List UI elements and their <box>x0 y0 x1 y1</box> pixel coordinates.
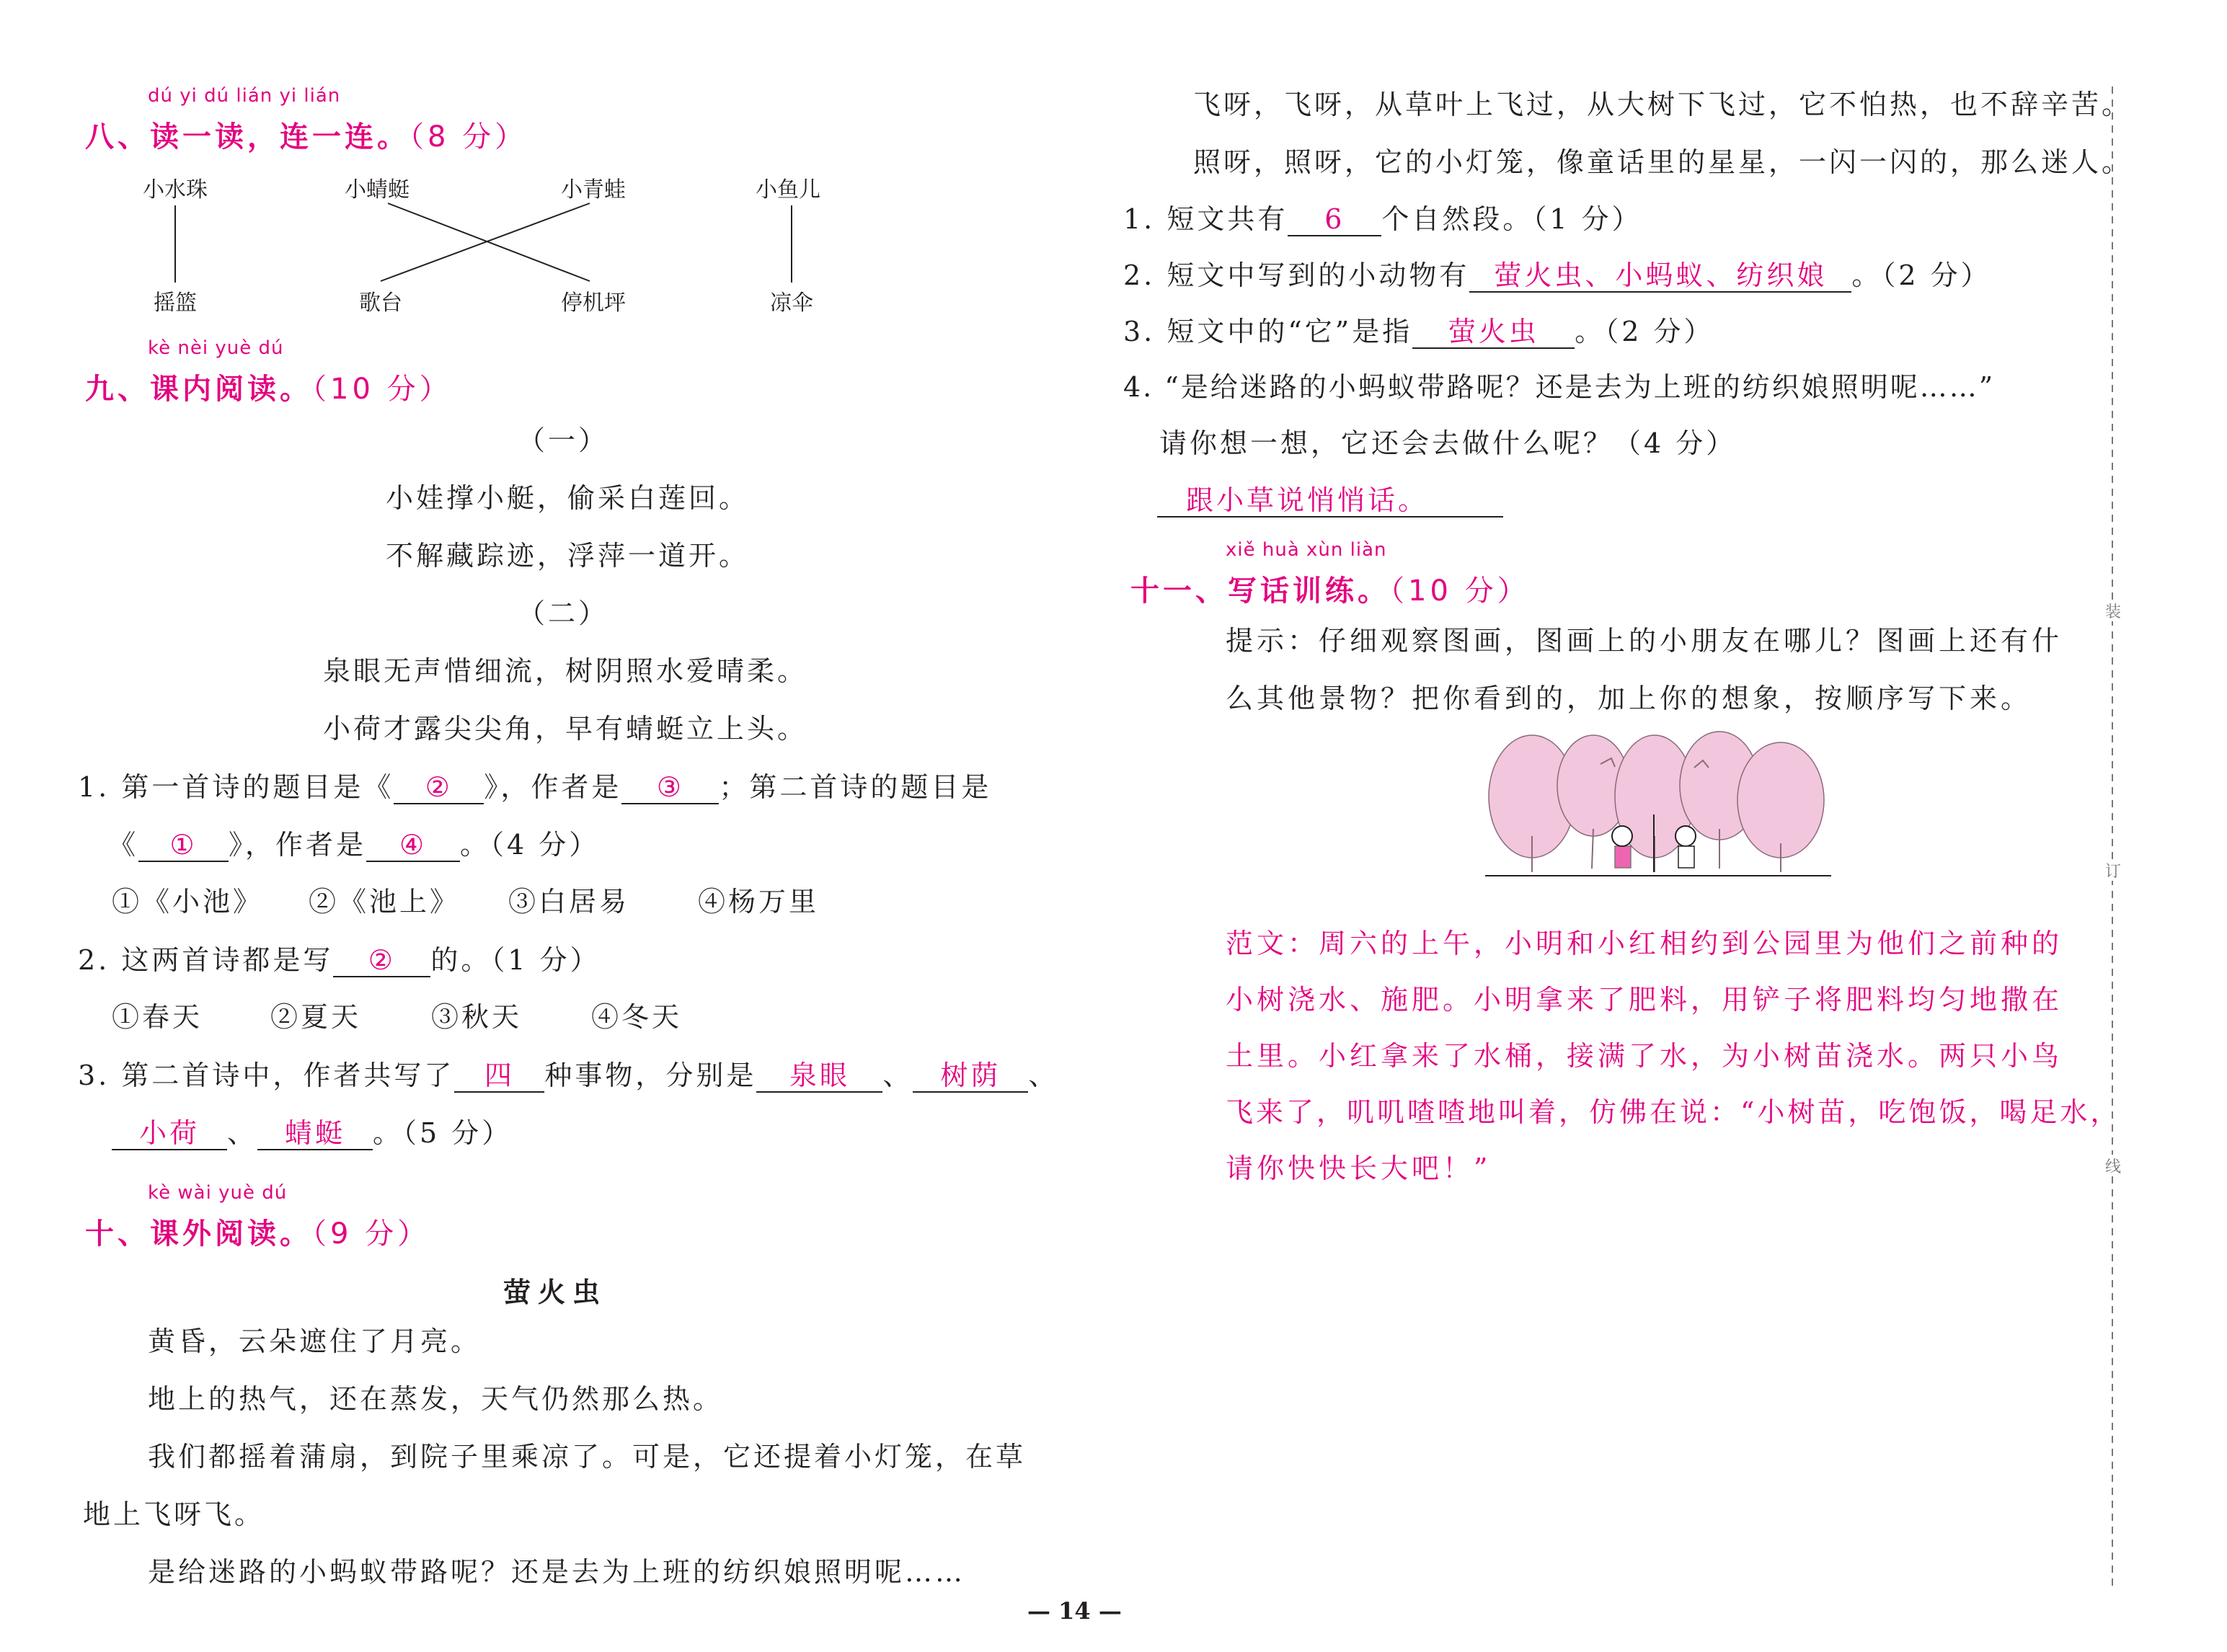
s10-heading <box>85 1211 430 1252</box>
poem2-line-1: 泉眼无声惜细流，树阴照水爱晴柔。 <box>323 655 808 687</box>
s10-pinyin: kè wài yuè dú <box>148 1182 288 1204</box>
story-para-4: 是给迷路的小蚂蚁带路呢？还是去为上班的纺织娘照明呢…… <box>148 1556 966 1588</box>
binding-char-xian: 线 <box>2104 1155 2122 1176</box>
model-line-3: 土里。小红拿来了水桶，接满了水，为小树苗浇水。两只小鸟 <box>1226 1040 2063 1072</box>
model-line-2: 小树浇水、施肥。小明拿来了肥料，用铲子将肥料均匀地撒在 <box>1226 984 2063 1016</box>
model-line-5: 请你快快长大吧！” <box>1226 1153 1492 1184</box>
story-para-3a: 我们都摇着蒲扇，到院子里乘凉了。可是，它还提着小灯笼，在草 <box>148 1441 1027 1473</box>
s11-pinyin: xiě huà xùn liàn <box>1226 539 1387 561</box>
s8-bottom-word-2: 停机坪 <box>561 290 626 316</box>
s9-q3-answer-2: 泉眼 <box>756 1061 882 1093</box>
story-para-1: 黄昏，云朵遮住了月亮。 <box>148 1325 482 1357</box>
s9-q1-line2: 《 ① 》，作者是 ④ 。（4 分） <box>108 829 600 861</box>
s8-title: 八、读一读，连一连。 <box>85 120 409 154</box>
s10-q4-line2: 请你想一想，它还会去做什么呢？（4 分） <box>1159 427 1737 459</box>
s8-bottom-word-0: 摇篮 <box>154 290 197 316</box>
story-para-6: 照呀，照呀，它的小灯笼，像童话里的星星，一闪一闪的，那么迷人。 <box>1193 146 2133 178</box>
child-2 <box>1675 826 1696 868</box>
s9-pinyin: kè nèi yuè dú <box>148 337 284 359</box>
s9-q2-answer: ② <box>333 946 430 977</box>
s10-q2-answer: 萤火虫、小蚂蚁、纺织娘 <box>1469 261 1851 293</box>
binding-dashed-line <box>2098 86 2127 1586</box>
s9-q3-answer-5: 蜻蜓 <box>257 1119 373 1150</box>
child-1 <box>1612 826 1632 868</box>
s8-score: （8 分） <box>409 120 528 154</box>
s9-score: （10 分） <box>312 373 452 406</box>
s9-q1-option-0: ①《小池》 <box>112 886 264 918</box>
poem1-line-2: 不解藏踪迹，浮萍一道开。 <box>386 540 750 572</box>
s9-q1-option-1: ②《池上》 <box>309 886 461 918</box>
binding-char-ding: 订 <box>2104 859 2122 881</box>
park-illustration <box>1478 728 1838 887</box>
s11-prompt-2: 么其他景物？把你看到的，加上你的想象，按顺序写下来。 <box>1226 683 2032 714</box>
s9-q3-answer-3: 树荫 <box>913 1061 1028 1093</box>
s9-q3-answer-1: 四 <box>454 1061 544 1093</box>
s9-heading <box>85 366 452 407</box>
s10-title: 十、课外阅读。 <box>85 1217 312 1251</box>
s9-q1-line1: 1. 第一首诗的题目是《 ② 》，作者是 ③ ；第二首诗的题目是 <box>78 771 992 803</box>
s10-q4-answer-row <box>1157 486 1503 518</box>
page-number: — 14 — <box>1027 1597 1122 1625</box>
s8-top-word-2: 小青蛙 <box>561 177 626 203</box>
s9-title: 九、课内阅读。 <box>85 373 312 406</box>
s8-bottom-word-1: 歌台 <box>359 290 402 316</box>
poem1-line-1: 小娃撑小艇，偷采白莲回。 <box>386 482 750 514</box>
s9-q1-answer-1: ② <box>394 773 484 804</box>
s10-q4-line1: 4. “是给迷路的小蚂蚁带路呢？还是去为上班的纺织娘照明呢……” <box>1123 371 1996 403</box>
story-title: 萤火虫 <box>503 1276 608 1308</box>
s9-q2-option-2: ③秋天 <box>431 1001 523 1033</box>
s9-q3-line1: 3. 第二首诗中，作者共写了 四 种事物，分别是 泉眼 、 树荫 、 <box>78 1060 1059 1091</box>
s9-q1-option-3: ④杨万里 <box>698 886 820 918</box>
s9-q2-line: 2. 这两首诗都是写 ② 的。（1 分） <box>78 944 601 976</box>
s8-pinyin: dú yi dú lián yi lián <box>148 85 341 107</box>
s8-top-word-1: 小蜻蜓 <box>345 177 409 203</box>
s11-score: （10 分） <box>1390 574 1530 608</box>
s11-title: 十一、写话训练。 <box>1130 574 1390 608</box>
s9-q2-option-0: ①春天 <box>112 1001 203 1033</box>
story-para-5: 飞呀，飞呀，从草叶上飞过，从大树下飞过，它不怕热，也不辞辛苦。 <box>1193 89 2133 120</box>
s9-q1-answer-2: ③ <box>621 773 719 804</box>
s9-q1-option-2: ③白居易 <box>508 886 630 918</box>
s9-q2-option-3: ④冬天 <box>591 1001 683 1033</box>
s9-q3-answer-4: 小荷 <box>112 1119 227 1150</box>
s9-q3-line2: 小荷 、 蜻蜓 。（5 分） <box>112 1119 512 1150</box>
story-para-3b: 地上飞呀飞。 <box>83 1498 265 1530</box>
s11-heading <box>1130 568 1530 609</box>
s8-connect-lines <box>0 0 937 332</box>
s10-q2-line: 2. 短文中写到的小动物有 萤火虫、小蚂蚁、纺织娘 。（2 分） <box>1123 259 1991 291</box>
s10-score: （9 分） <box>312 1217 430 1251</box>
s10-q3-line: 3. 短文中的“它”是指 萤火虫 。（2 分） <box>1123 316 1714 347</box>
story-para-2: 地上的热气，还在蒸发，天气仍然那么热。 <box>148 1383 724 1415</box>
poem2-line-2: 小荷才露尖尖角，早有蜻蜓立上头。 <box>323 713 808 745</box>
s10-q3-answer: 萤火虫 <box>1412 317 1575 349</box>
poem2-head: （二） <box>518 598 609 629</box>
s11-prompt-1: 提示：仔细观察图画，图画上的小朋友在哪儿？图画上还有什 <box>1226 625 2063 657</box>
binding-char-zhuang: 装 <box>2104 600 2122 621</box>
s9-q1-answer-3: ① <box>138 830 229 862</box>
s10-q1-answer: 6 <box>1288 205 1381 236</box>
s9-q1-answer-4: ④ <box>366 830 460 862</box>
s8-top-word-3: 小鱼儿 <box>756 177 820 203</box>
poem1-head: （一） <box>518 425 609 456</box>
s10-q4-answer: 跟小草说悄悄话。 <box>1157 486 1503 518</box>
s8-bottom-word-3: 凉伞 <box>770 290 813 316</box>
model-line-4: 飞来了，叽叽喳喳地叫着，仿佛在说：“小树苗，吃饱饭，喝足水， <box>1226 1096 2121 1128</box>
s8-top-word-0: 小水珠 <box>143 177 208 203</box>
model-line-1: 范文：周六的上午，小明和小红相约到公园里为他们之前种的 <box>1226 928 2063 959</box>
s10-q1-line: 1. 短文共有 6 个自然段。（1 分） <box>1123 203 1642 235</box>
s9-q2-option-1: ②夏天 <box>270 1001 362 1033</box>
